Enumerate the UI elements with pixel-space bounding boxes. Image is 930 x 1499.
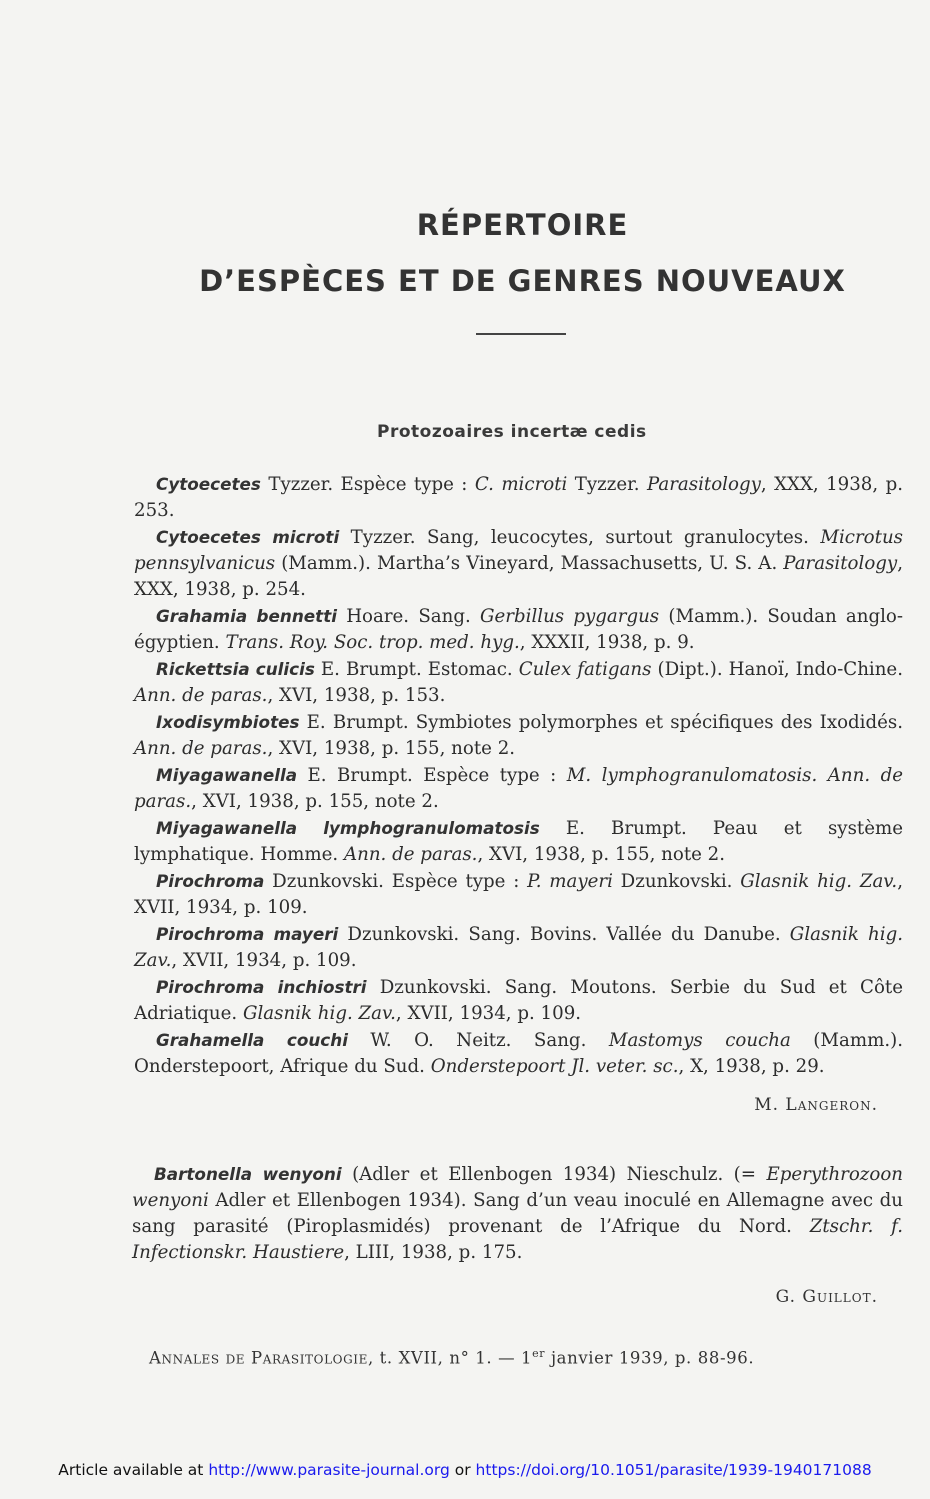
italic-text: P. mayeri xyxy=(527,871,613,892)
entry xyxy=(132,1161,903,1266)
italic-text: Eperythrozoon wenyoni xyxy=(132,1164,903,1211)
title-line-1: RÉPERTOIRE xyxy=(416,208,629,242)
italic-text: Glasnik hig. Zav. xyxy=(242,1003,396,1024)
italic-text: Onderstepoort Jl. veter. sc. xyxy=(430,1056,679,1077)
footer-prefix: Article available at xyxy=(58,1461,209,1479)
entry xyxy=(134,603,903,656)
footer-link-journal[interactable]: http://www.parasite-journal.org xyxy=(208,1461,450,1479)
italic-text: Gerbillus pygargus xyxy=(480,606,660,627)
entry-text: (Mamm.). Soudan anglo-égyptien. xyxy=(134,606,903,653)
entry-text: , XVI, 1938, p. 155, note 2. xyxy=(191,791,439,812)
taxon-name: Grahamia bennetti xyxy=(156,606,337,626)
entry xyxy=(134,762,903,815)
taxon-name: Bartonella wenyoni xyxy=(154,1164,342,1184)
entry-text: (Dipt.). Hanoï, Indo-Chine. xyxy=(651,659,903,680)
italic-text: Culex fatigans xyxy=(518,659,652,680)
journal-date: janvier 1939, p. 88-96. xyxy=(545,1348,755,1368)
entry-text: , XXX, 1938, p. 254. xyxy=(134,553,903,600)
entry xyxy=(134,471,903,524)
journal-volume: , t. XVII, n° 1. — 1 xyxy=(367,1348,533,1368)
journal-name: Annales de Parasitologie xyxy=(149,1348,368,1368)
footer xyxy=(0,1461,930,1479)
entry-text: Dzunkovski. Sang. Moutons. Serbie du Sud et Côte Adriatique. xyxy=(134,977,903,1024)
italic-text: Glasnik hig. Zav. xyxy=(740,871,898,892)
entry xyxy=(134,656,903,709)
signature-guillot: G. Guillot. xyxy=(775,1287,878,1307)
taxon-name: Grahamella couchi xyxy=(156,1030,348,1050)
entry-text: E. Brumpt. Espèce type : xyxy=(297,765,567,786)
entry-text: E. Brumpt. Estomac. xyxy=(314,659,519,680)
entry-text: , XVI, 1938, p. 155, note 2. xyxy=(267,738,516,759)
entry-text: , XXX, 1938, p. 253. xyxy=(134,474,903,521)
title-line-2: D’ESPÈCES ET DE GENRES NOUVEAUX xyxy=(199,264,846,298)
entry-text: Hoare. Sang. xyxy=(336,606,480,627)
italic-text: Glasnik hig. Zav. xyxy=(134,924,903,971)
footer-middle: or xyxy=(449,1461,476,1479)
entry-text: Tyzzer. xyxy=(567,474,647,495)
italic-text: Ann. de paras. xyxy=(343,844,478,865)
entry-text: , XVI, 1938, p. 155, note 2. xyxy=(477,844,726,865)
entry-list xyxy=(134,471,903,1080)
taxon-name: Cytoecetes xyxy=(156,474,261,494)
entry-text: , XVII, 1934, p. 109. xyxy=(134,871,903,918)
section-heading: Protozoaires incertæ cedis xyxy=(377,422,647,442)
entry xyxy=(134,815,903,868)
italic-text: M. lymphogranulomatosis. Ann. de paras. xyxy=(134,765,903,812)
italic-text: Microtus pennsylvanicus xyxy=(134,527,903,574)
taxon-name: Cytoecetes microti xyxy=(156,527,340,547)
entry xyxy=(134,921,903,974)
footer-link-doi[interactable]: https://doi.org/10.1051/parasite/1939-1940171088 xyxy=(475,1461,872,1479)
entry-text: Dzunkovski. Sang. Bovins. Vallée du Danube. xyxy=(338,924,790,945)
entry xyxy=(134,974,903,1027)
italic-text: Ann. de paras. xyxy=(134,685,268,706)
italic-text: Ztschr. f. Infectionskr. Haustiere xyxy=(132,1216,903,1263)
entry-text: (Adler et Ellenbogen 1934) Nieschulz. (= xyxy=(341,1164,767,1185)
entry-text: W. O. Neitz. Sang. xyxy=(347,1030,609,1051)
entry-text: , XVII, 1934, p. 109. xyxy=(395,1003,582,1024)
taxon-name: Pirochroma inchiostri xyxy=(156,977,367,997)
italic-text: Ann. de paras. xyxy=(134,738,268,759)
italic-text: C. microti xyxy=(474,474,568,495)
italic-text: Parasitology xyxy=(783,553,898,574)
entry xyxy=(134,1027,903,1080)
taxon-name: Ixodisymbiotes xyxy=(156,712,300,732)
entry-text: Dzunkovski. Espèce type : xyxy=(264,871,528,892)
entry-text: Dzunkovski. xyxy=(612,871,741,892)
italic-text: Parasitology xyxy=(646,474,761,495)
italic-text: Trans. Roy. Soc. trop. med. hyg. xyxy=(225,632,520,653)
entry xyxy=(134,709,903,762)
entry-text: , XVI, 1938, p. 153. xyxy=(267,685,446,706)
entry-text: Tyzzer. Sang, leucocytes, surtout granulocytes. xyxy=(339,527,821,548)
entry-text: E. Brumpt. Peau et système lymphatique. Homme. xyxy=(134,818,903,865)
entry-text: Adler et Ellenbogen 1934). Sang d’un veau inoculé en Allemagne avec du sang parasité (Piroplasmidés) provenant de l’Afrique du Nord. xyxy=(132,1190,903,1237)
entry-text: (Mamm.). Martha’s Vineyard, Massachusetts, U. S. A. xyxy=(275,553,784,574)
entry-text: , X, 1938, p. 29. xyxy=(678,1056,825,1077)
taxon-name: Rickettsia culicis xyxy=(156,659,315,679)
entry-list-2 xyxy=(132,1161,903,1266)
entry-text: , XVII, 1934, p. 109. xyxy=(171,950,357,971)
taxon-name: Miyagawanella xyxy=(156,765,298,785)
journal-citation xyxy=(149,1347,754,1368)
entry-text: , XXXII, 1938, p. 9. xyxy=(519,632,695,653)
title-divider xyxy=(476,333,566,335)
entry-text: (Mamm.). Onderstepoort, Afrique du Sud. xyxy=(134,1030,903,1077)
signature-langeron: M. Langeron. xyxy=(754,1095,878,1115)
taxon-name: Pirochroma mayeri xyxy=(156,924,339,944)
entry-text: Tyzzer. Espèce type : xyxy=(260,474,475,495)
italic-text: Mastomys coucha xyxy=(608,1030,791,1051)
entry-text: , LIII, 1938, p. 175. xyxy=(344,1242,523,1263)
entry xyxy=(134,868,903,921)
entry xyxy=(134,524,903,603)
taxon-name: Miyagawanella lymphogranulomatosis xyxy=(156,818,540,838)
journal-sup: er xyxy=(532,1347,546,1360)
taxon-name: Pirochroma xyxy=(156,871,265,891)
entry-text: E. Brumpt. Symbiotes polymorphes et spécifiques des Ixodidés. xyxy=(299,712,903,733)
